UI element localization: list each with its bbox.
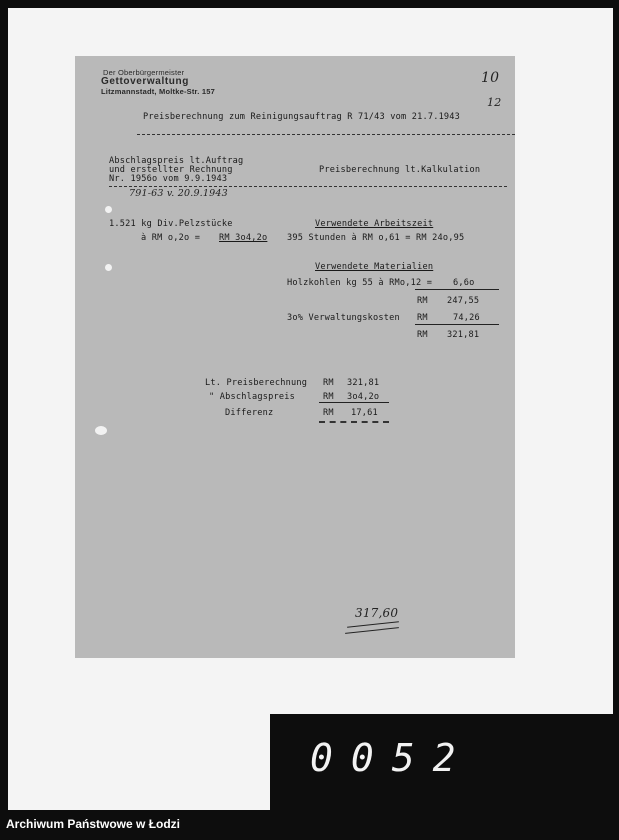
materials-underline: [415, 289, 499, 290]
summary-value-2: 3o4,2o: [347, 392, 380, 402]
admin-label: 3o% Verwaltungskosten: [287, 313, 400, 323]
signature-stroke: [345, 627, 399, 634]
summary-double-underline: [319, 421, 389, 423]
total-value: 321,81: [447, 330, 480, 340]
work-line: 395 Stunden à RM o,61 = RM 24o,95: [287, 233, 465, 243]
work-heading: Verwendete Arbeitszeit: [315, 219, 434, 229]
materials-heading: Verwendete Materialien: [315, 262, 434, 272]
archive-footer: [0, 810, 619, 840]
film-background-lower: [8, 714, 270, 810]
admin-currency: RM: [417, 313, 428, 323]
left-block-line1: Abschlagspreis lt.Auftrag: [109, 156, 244, 166]
letterhead-line1: Der Oberbürgermeister: [103, 68, 185, 77]
document-title: Preisberechnung zum Reinigungsauftrag R 71/43 vom 21.7.1943: [143, 112, 461, 122]
archive-label: Archiwum Państwowe w Łodzi: [6, 817, 181, 831]
punch-hole: [95, 426, 107, 435]
folio-number-b: 12: [487, 96, 502, 109]
materials-value: 6,6o: [453, 278, 475, 288]
summary-currency-3: RM: [323, 408, 334, 418]
punch-hole: [105, 206, 112, 213]
summary-currency-2: RM: [323, 392, 334, 402]
signature-stroke: [347, 621, 399, 627]
item-total: RM 3o4,2o: [219, 233, 268, 243]
summary-label-1: Lt. Preisberechnung: [205, 378, 308, 388]
punch-hole: [105, 264, 112, 271]
item-rate: à RM o,2o =: [141, 233, 201, 243]
left-block-line2: und erstellter Rechnung: [109, 165, 233, 175]
total-currency: RM: [417, 330, 428, 340]
document-page: [75, 56, 515, 658]
frame-counter-panel: [270, 714, 619, 810]
divider-top: [137, 134, 515, 135]
materials-line: Holzkohlen kg 55 à RMo,12 =: [287, 278, 433, 288]
frame-counter: 0052: [310, 736, 474, 780]
admin-underline: [415, 324, 499, 325]
subtotal-currency: RM: [417, 296, 428, 306]
handwritten-amount: 317,60: [355, 606, 399, 620]
item-quantity: 1.521 kg Div.Pelzstücke: [109, 219, 233, 229]
summary-value-1: 321,81: [347, 378, 380, 388]
letterhead-line2: Gettoverwaltung: [101, 76, 189, 87]
summary-currency-1: RM: [323, 378, 334, 388]
right-block-heading: Preisberechnung lt.Kalkulation: [319, 165, 481, 175]
subtotal-value: 247,55: [447, 296, 480, 306]
summary-label-2: " Abschlagspreis: [209, 392, 295, 402]
summary-value-3: 17,61: [351, 408, 378, 418]
letterhead-line3: Litzmannstadt, Moltke-Str. 157: [101, 87, 215, 96]
summary-label-3: Differenz: [225, 408, 274, 418]
admin-value: 74,26: [453, 313, 480, 323]
divider-middle: [109, 186, 507, 187]
folio-number-a: 10: [481, 70, 500, 86]
summary-underline: [319, 402, 389, 403]
handwritten-reference: 791-63 v. 20.9.1943: [129, 188, 228, 199]
left-block-line3: Nr. 1956o vom 9.9.1943: [109, 174, 228, 184]
